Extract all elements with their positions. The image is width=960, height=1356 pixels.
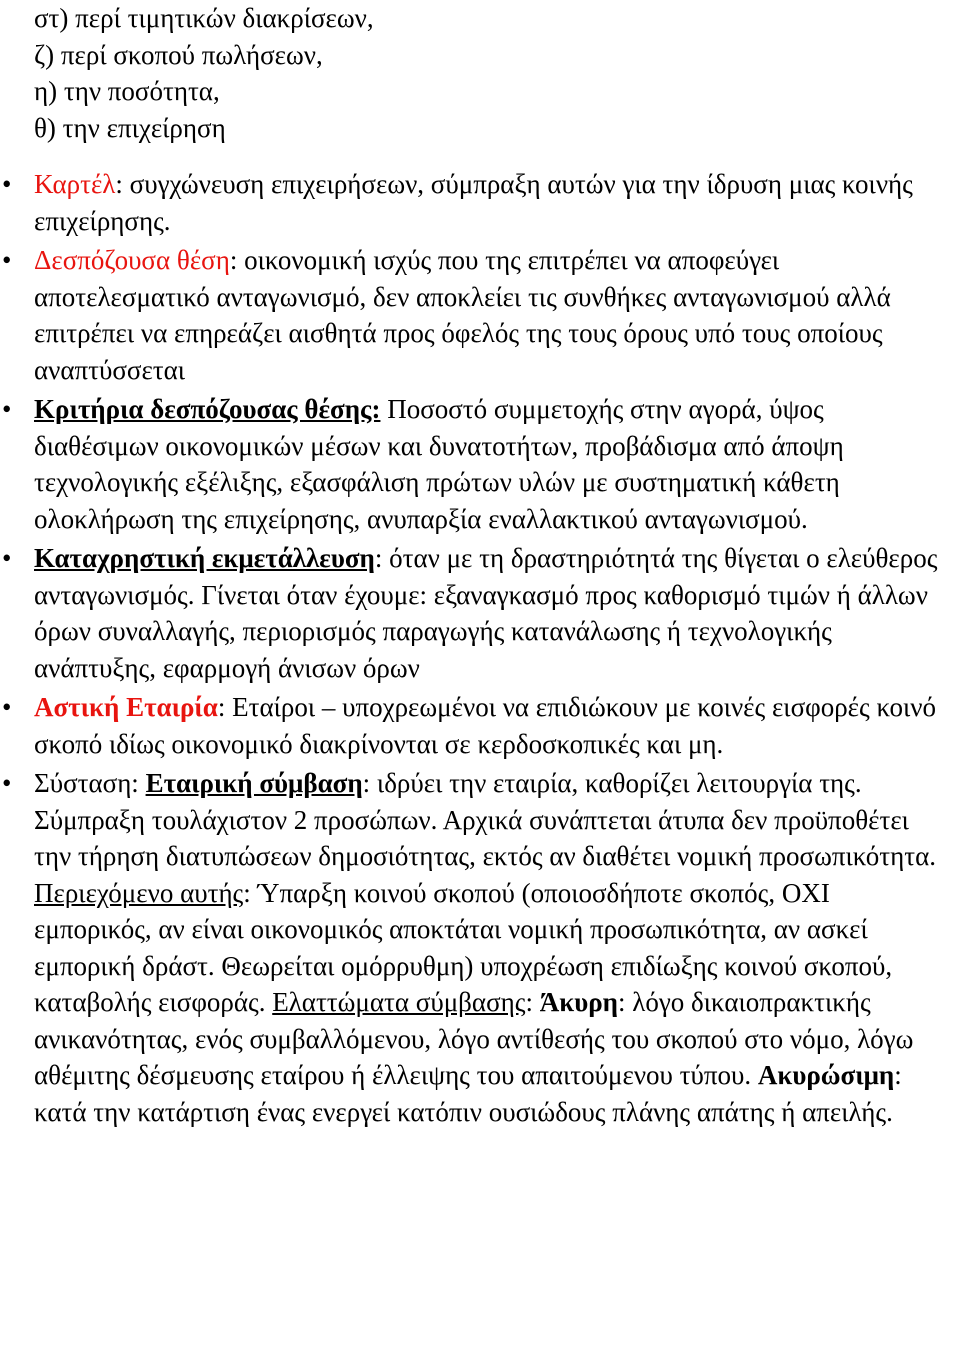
sub-item-st: στ) περί τιμητικών διακρίσεων, (34, 3, 374, 33)
definition-kartel: : συγχώνευση επιχειρήσεων, σύμπραξη αυτών για την ίδρυση μιας κοινής επιχείρησης. (34, 169, 913, 236)
definition-despozousa-thesi: : οικονομική ισχύς που της επιτρέπει να αποφεύγει αποτελεσματικό ανταγωνισμό, δεν αποκλείει τις συνθήκες ανταγωνισμού αλλά επιτρέπει να επηρεάζει αισθητά προς όφελός της τους όρους υπό τους οποίους αναπτύσσεται (34, 245, 891, 385)
bullet-icon: • (2, 768, 12, 798)
sub-item-i: η) την ποσότητα, (34, 76, 220, 106)
list-item-despozousa (0, 242, 946, 388)
term-akyrosimi: Ακυρώσιμη (757, 1060, 895, 1090)
bullet-icon: • (2, 692, 12, 722)
list-item-systasi (0, 765, 946, 1130)
definition-astiki-etairia: : Εταίροι – υποχρεωμένοι να επιδιώκουν με κοινές εισφορές κοινό σκοπό ιδίως οικονομικό διακρίνονται σε κερδοσκοπικές και μη. (34, 692, 936, 759)
term-katachristiki: Καταχρηστική εκμετάλλευση (34, 543, 375, 573)
bullet-icon: • (2, 394, 12, 424)
bullet-icon: • (2, 245, 12, 275)
term-kartel: Καρτέλ (34, 169, 116, 199)
text-systasi-1: : ιδρύει την εταιρία, καθορίζει λειτουργία της. Σύμπραξη τουλάχιστον 2 προσώπων. Αρχικά συνάπτεται άτυπα δεν προϋποθέτει την τήρηση διατυπώσεων δημοσιότητας, εκτός αν διαθέτει νομική προσωπικότητα. (34, 768, 937, 871)
list-item-kritiria (0, 391, 946, 537)
bullet-icon: • (2, 543, 12, 573)
term-etairiki-symvasi: Εταιρική σύμβαση (145, 768, 363, 798)
term-akyri: Άκυρη (539, 987, 618, 1017)
text-systasi-4: : λόγο δικαιοπρακτικής ανικανότητας, ενός συμβαλλόμενου, λόγο αντίθεσής του σκοπού στο νόμο, λόγω αθέμιτης δέσμευσης εταίρου ή έλλειψης του απαιτούμενου τύπου. (34, 987, 914, 1090)
term-astiki-etairia: Αστική Εταιρία (34, 692, 218, 722)
term-elattomata: Ελαττώματα σύμβασης (272, 987, 526, 1017)
systasi-lead: Σύσταση: (34, 768, 146, 798)
text-systasi-5: : κατά την κατάρτιση ένας ενεργεί κατόπιν ουσιώδους πλάνης απάτης ή απειλής. (34, 1060, 902, 1127)
list-item-astiki-etairia (0, 689, 946, 762)
definition-katachristiki: : όταν με τη δραστηριότητά της θίγεται ο ελεύθερος ανταγωνισμός. Γίνεται όταν έχουμε: εξαναγκασμό προς καθορισμό τιμών ή άλλων όρων συναλλαγής, περιορισμός παραγωγής κατανάλωσης ή τεχνολογικής ανάπτυξης, εφαρμογή άνισων όρων (34, 543, 938, 683)
term-despozousa-thesi: Δεσπόζουσα θέση (34, 245, 230, 275)
bullet-icon: • (2, 169, 12, 199)
text-systasi-3: : (525, 987, 540, 1017)
sub-item-th: θ) την επιχείρηση (34, 112, 226, 143)
sub-item-list (0, 0, 946, 146)
text-systasi-2: : Ύπαρξη κοινού σκοπού (οποιοσδήποτε σκοπός, ΟΧΙ εμπορικός, αν είναι οικονομικός αποκτάται νομική προσωπικότητα, αν ασκεί εμπορική δράστ. Θεωρείται ομόρρυθμη) υποχρέωση επιδίωξης κοινού σκοπού, καταβολής εισφοράς. (34, 877, 893, 1017)
definition-kritiria: Ποσοστό συμμετοχής στην αγορά, ύψος διαθέσιμων οικονομικών μέσων και δυνατοτήτων, προβάδισμα από άποψη τεχνολογικής εξέλιξης, εξασφάλιση πρώτων υλών με συστηματική κάθετη ολοκλήρωση της επιχείρησης, ανυπαρξία εναλλακτικού ανταγωνισμού. (34, 394, 844, 534)
term-kritiria: Κριτήρια δεσπόζουσας θέσης: (34, 394, 381, 424)
list-item-kartel (0, 166, 946, 239)
sub-item-z: ζ) περί σκοπού πωλήσεων, (34, 39, 323, 70)
list-item-katachristiki (0, 540, 946, 686)
term-periexomeno: Περιεχόμενο αυτής (34, 877, 244, 908)
definitions-list (0, 166, 946, 1130)
